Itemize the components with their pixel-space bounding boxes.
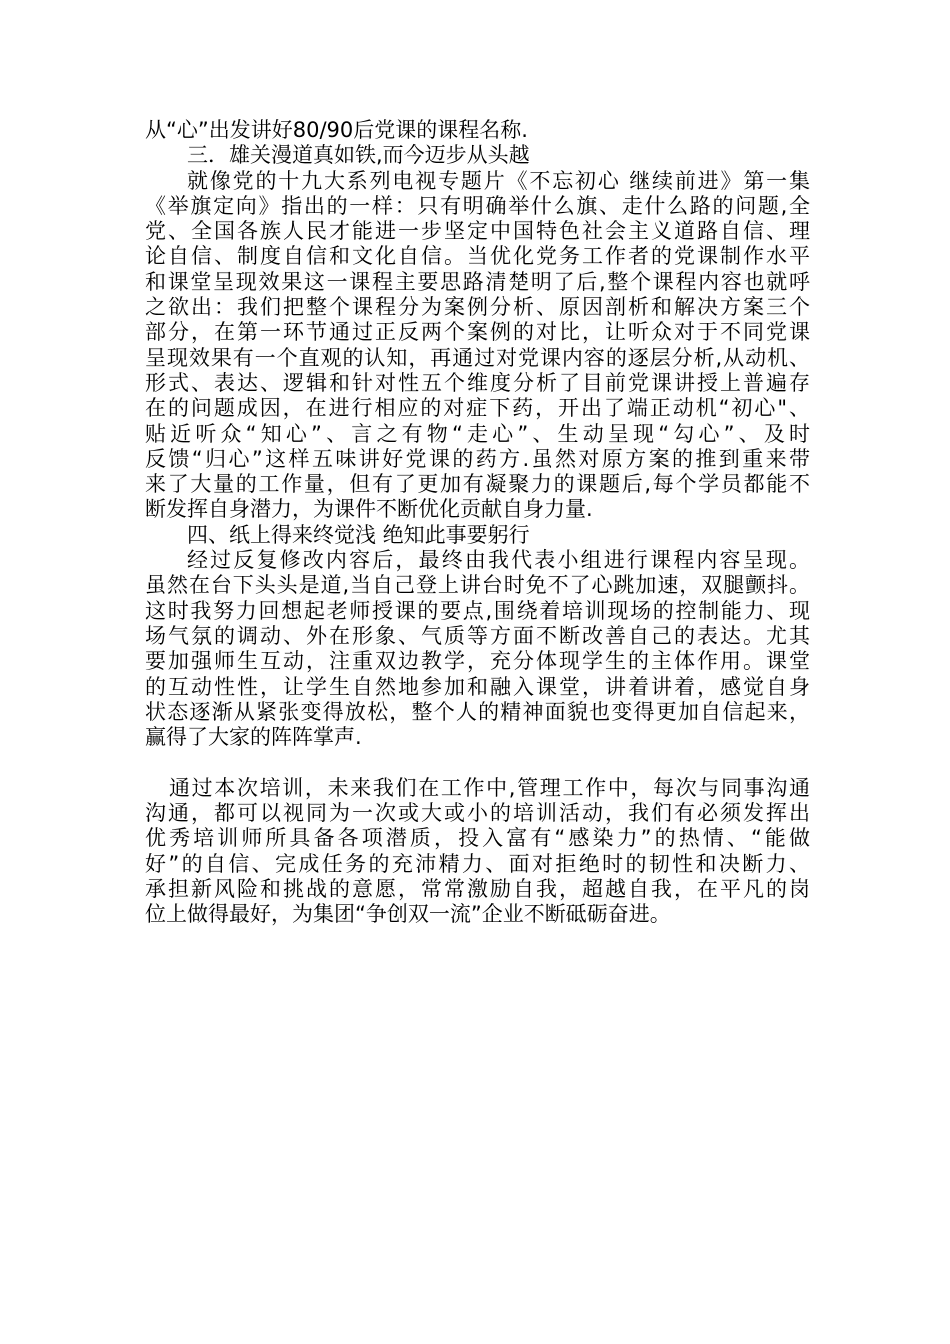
paragraph-line: 党、全国各族人民才能进一步坚定中国特色社会主义道路自信、理 <box>145 219 810 244</box>
paragraph-line: 在的问题成因，在进行相应的对症下药，开出了端正动机“初心"、 <box>145 396 810 421</box>
paragraph-line: 要加强师生互动，注重双边教学，充分体现学生的主体作用。课堂 <box>145 649 810 674</box>
paragraph-line: 之欲出：我们把整个课程分为案例分析、原因剖析和解决方案三个 <box>145 295 810 320</box>
paragraph-line: 这时我努力回想起老师授课的要点,围绕着培训现场的控制能力、现 <box>145 598 810 623</box>
paragraph-line: 状态逐渐从紧张变得放松，整个人的精神面貌也变得更加自信起来， <box>145 699 810 724</box>
paragraph-line: 贴近听众“知心”、言之有物“走心”、生动呈现“勾心”、及时 <box>145 421 810 446</box>
paragraph-line: 通过本次培训，未来我们在工作中,管理工作中，每次与同事沟通 <box>169 775 810 800</box>
paragraph-line: 呈现效果有一个直观的认知，再通过对党课内容的逐层分析,从动机、 <box>145 345 810 370</box>
paragraph-line: 和课堂呈现效果这一课程主要思路清楚明了后,整个课程内容也就呼 <box>145 269 810 294</box>
paragraph-line: 虽然在台下头头是道,当自己登上讲台时免不了心跳加速，双腿颤抖。 <box>145 573 810 598</box>
paragraph-gap <box>145 750 810 775</box>
paragraph-line: 来了大量的工作量，但有了更加有凝聚力的课题后,每个学员都能不 <box>145 472 810 497</box>
document-page <box>145 118 810 928</box>
paragraph-line: 《举旗定向》指出的一样：只有明确举什么旗、走什么路的问题,全 <box>145 193 810 218</box>
paragraph-line: 反馈“归心”这样五味讲好党课的药方.虽然对原方案的推到重来带 <box>145 446 810 471</box>
paragraph-line: 形式、表达、逻辑和针对性五个维度分析了目前党课讲授上普遍存 <box>145 370 810 395</box>
paragraph-line: 承担新风险和挑战的意愿，常常激励自我，超越自我，在平凡的岗 <box>145 876 810 901</box>
paragraph-line: 从“心”出发讲好80/90后党课的课程名称. <box>145 118 528 142</box>
paragraph-line: 赢得了大家的阵阵掌声. <box>145 725 362 750</box>
paragraph-line: 好”的自信、完成任务的充沛精力、面对拒绝时的韧性和决断力、 <box>145 851 810 876</box>
paragraph-line: 经过反复修改内容后，最终由我代表小组进行课程内容呈现。 <box>187 548 810 573</box>
paragraph-line: 就像党的十九大系列电视专题片《不忘初心 继续前进》第一集 <box>187 168 810 193</box>
paragraph-line: 沟通，都可以视同为一次或大或小的培训活动，我们有必须发挥出 <box>145 801 810 826</box>
paragraph-line: 优秀培训师所具备各项潜质，投入富有“感染力”的热情、“能做 <box>145 826 810 851</box>
paragraph-line: 断发挥自身潜力，为课件不断优化贡献自身力量. <box>145 497 593 522</box>
section-heading-3: 三．雄关漫道真如铁,而今迈步从头越 <box>187 143 530 168</box>
paragraph-line: 部分，在第一环节通过正反两个案例的对比，让听众对于不同党课 <box>145 320 810 345</box>
paragraph-line: 论自信、制度自信和文化自信。当优化党务工作者的党课制作水平 <box>145 244 810 269</box>
paragraph-line: 的互动性性，让学生自然地参加和融入课堂，讲着讲着，感觉自身 <box>145 674 810 699</box>
section-heading-4: 四、纸上得来终觉浅 绝知此事要躬行 <box>187 522 530 547</box>
paragraph-line: 位上做得最好，为集团“争创双一流”企业不断砥砺奋进。 <box>145 902 671 927</box>
paragraph-line: 场气氛的调动、外在形象、气质等方面不断改善自己的表达。尤其 <box>145 623 810 648</box>
